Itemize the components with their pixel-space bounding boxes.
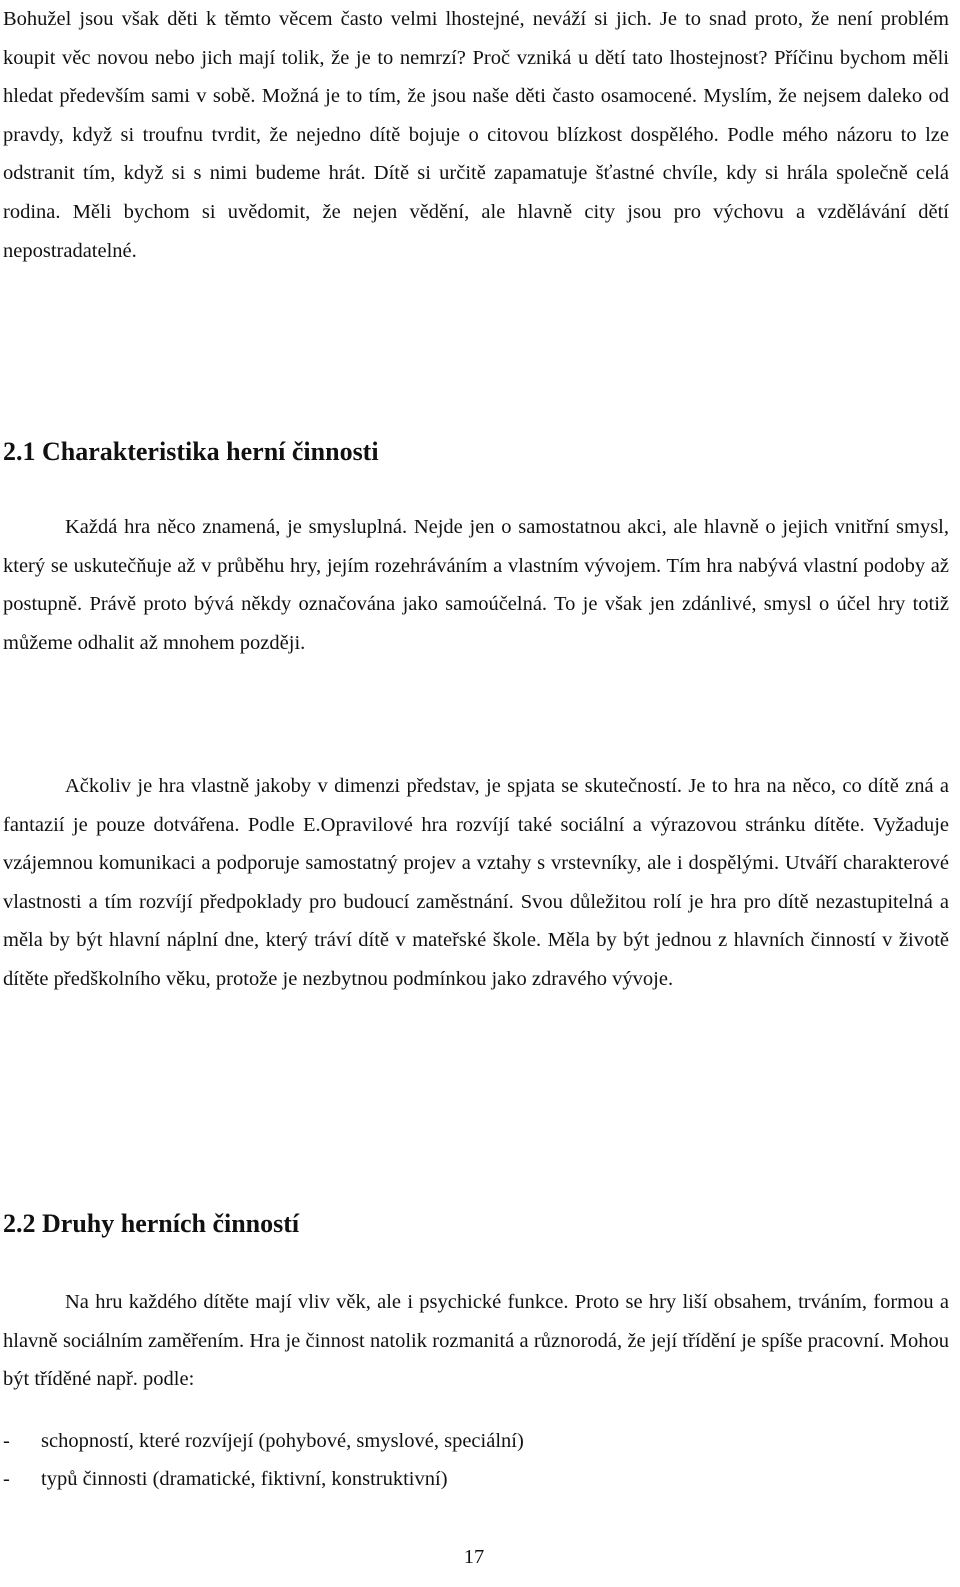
intro-paragraph: Bohužel jsou však děti k těmto věcem často velmi lhostejné, neváží si jich. Je to snad proto, že není problém koupit věc novou nebo jich mají tolik, že je to nemrzí? Proč vzniká u dětí tato lhostejnost? Příčinu bychom měli hledat především sami v sobě. Možná je to tím, že jsou naše děti často osamocené. Myslím, že nejsem daleko od pravdy, když si troufnu tvrdit, že nejedno dítě bojuje o citovou blízkost dospělého. Podle mého názoru to lze odstranit tím, když si s nimi budeme hrát. Dítě si určitě zapamatuje šťastné chvíle, kdy si hrála společně celá rodina. Měli bychom si uvědomit, že nejen vědění, ale hlavně city jsou pro výchovu a vzdělávání dětí nepostradatelné.: [3, 8, 949, 262]
section-heading-2-2: 2.2 Druhy herních činností: [3, 1209, 300, 1238]
list-item: [3, 1422, 524, 1460]
page-number: 17: [463, 1546, 485, 1568]
criteria-list: [3, 1422, 524, 1498]
section-2-2-paragraph: Na hru každého dítěte mají vliv věk, ale i psychické funkce. Proto se hry liší obsahem, trváním, formou a hlavně sociálním zaměřením. Hra je činnost natolik rozmanitá a různorodá, že její třídění je spíše pracovní. Mohou být tříděné např. podle:: [3, 1291, 949, 1391]
section-2-1-paragraph-1: Každá hra něco znamená, je smysluplná. Nejde jen o samostatnou akci, ale hlavně o jejich vnitřní smysl, který se uskutečňuje až v průběhu hry, jejím rozehráváním a vlastním vývojem. Tím hra nabývá vlastní podoby až postupně. Právě proto bývá někdy označována jako samoúčelná. To je však jen zdánlivé, smysl o účel hry totiž můžeme odhalit až mnohem později.: [3, 516, 949, 654]
section-heading-2-1: 2.1 Charakteristika herní činnosti: [3, 437, 379, 466]
section-2-1-paragraph-2: Ačkoliv je hra vlastně jakoby v dimenzi představ, je spjata se skutečností. Je to hra na něco, co dítě zná a fantazií je pouze dotvářena. Podle E.Opravilové hra rozvíjí také sociální a výrazovou stránku dítěte. Vyžaduje vzájemnou komunikaci a podporuje samostatný projev a vztahy s vrstevníky, ale i dospělými. Utváří charakterové vlastnosti a tím rozvíjí předpoklady pro budoucí zaměstnání. Svou důležitou rolí je hra pro dítě nezastupitelná a měla by být hlavní náplní dne, který tráví dítě v mateřské škole. Měla by být jednou z hlavních činností v životě dítěte předškolního věku, protože je nezbytnou podmínkou jako zdravého vývoje.: [3, 775, 949, 990]
list-item: [3, 1460, 524, 1498]
list-item-text: typů činnosti (dramatické, fiktivní, konstruktivní): [41, 1468, 448, 1490]
list-dash: -: [3, 1430, 10, 1452]
list-dash: -: [3, 1468, 10, 1490]
list-item-text: schopností, které rozvíjejí (pohybové, smyslové, speciální): [41, 1430, 524, 1452]
